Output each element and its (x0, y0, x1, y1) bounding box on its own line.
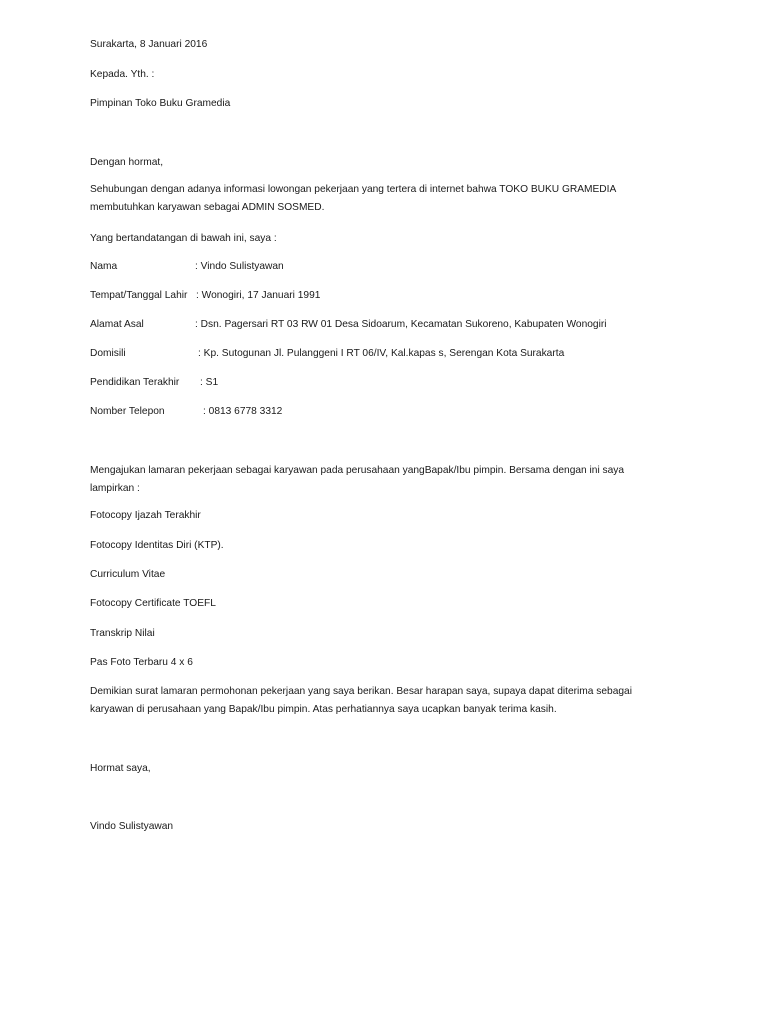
application-paragraph: Mengajukan lamaran pekerjaan sebagai karyawan pada perusahaan yangBapak/Ibu pimpin. Bersama dengan ini saya lampirkan : (90, 465, 625, 494)
field-value: : Dsn. Pagersari RT 03 RW 01 Desa Sidoarum, Kecamatan Sukoreno, Kabupaten Wonogiri (195, 319, 607, 330)
attachment-item: Pas Foto Terbaru 4 x 6 (90, 657, 193, 668)
field-address (90, 318, 607, 331)
field-value: : Vindo Sulistyawan (195, 261, 284, 272)
field-label: Nama (90, 261, 118, 272)
attachment-item: Transkrip Nilai (90, 628, 155, 639)
field-value: : Kp. Sutogunan Jl. Pulanggeni I RT 06/IV, Kal.kapas s, Serengan Kota Surakarta (198, 348, 565, 359)
field-value: : Wonogiri, 17 Januari 1991 (196, 290, 321, 301)
attachment-item: Fotocopy Ijazah Terakhir (90, 510, 201, 521)
field-phone (90, 405, 283, 418)
field-education (90, 376, 219, 389)
field-birth (90, 289, 321, 302)
closing-paragraph: Demikian surat lamaran permohonan pekerjaan yang saya berikan. Besar harapan saya, supaya dapat diterima sebagai karyawan di perusahaan yang Bapak/Ibu pimpin. Atas perhatiannya saya ucapkan banyak terima kasih. (90, 686, 632, 715)
field-name (90, 260, 284, 273)
regards: Hormat saya, (90, 763, 151, 774)
field-domicile (90, 347, 565, 360)
salutation: Dengan hormat, (90, 157, 164, 168)
field-label: Pendidikan Terakhir (90, 377, 180, 388)
attachment-item: Fotocopy Identitas Diri (KTP). (90, 540, 224, 551)
field-value: : S1 (200, 377, 219, 388)
signature-name: Vindo Sulistyawan (90, 821, 174, 832)
attachment-item: Curriculum Vitae (90, 569, 166, 580)
field-label: Domisili (90, 348, 126, 359)
intro-paragraph: Sehubungan dengan adanya informasi lowongan pekerjaan yang tertera di internet bahwa TOKO BUKU GRAMEDIA membutuhkan karyawan sebagai ADMIN SOSMED. (90, 184, 616, 213)
field-label: Tempat/Tanggal Lahir (90, 290, 188, 301)
field-label: Alamat Asal (90, 319, 144, 330)
place-date: Surakarta, 8 Januari 2016 (90, 39, 208, 50)
recipient: Pimpinan Toko Buku Gramedia (90, 98, 231, 109)
undersigned-statement: Yang bertandatangan di bawah ini, saya : (90, 233, 277, 244)
attachment-item: Fotocopy Certificate TOEFL (90, 598, 216, 609)
field-label: Nomber Telepon (90, 406, 165, 417)
field-value: : 0813 6778 3312 (203, 406, 283, 417)
to-label: Kepada. Yth. : (90, 69, 155, 80)
